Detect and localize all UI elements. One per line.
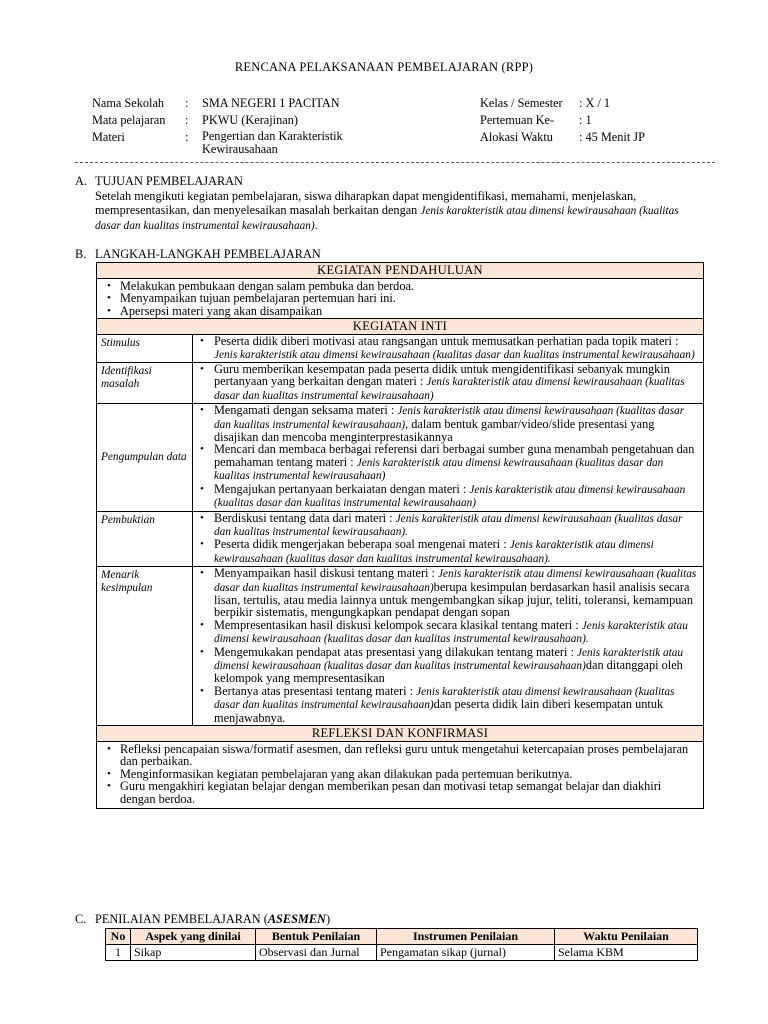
table-row [106,945,698,961]
menarik-cell [193,567,704,726]
list-item: • Peserta didik diberi motivasi atau rangsangan untuk memusatkan perhatian pada topik materi : Jenis karakteristik atau dimensi kewirausahaan (kualitas dasar dan kualitas instrumental kewirausahaan) [197,335,699,361]
pengumpulan-label: Pengumpulan data [97,404,193,511]
column-header: Aspek yang dinilai [131,929,256,945]
inti-title: KEGIATAN INTI [97,319,704,335]
column-header: Instrumen Penilaian [377,929,555,945]
list-item: • Guru mengakhiri kegiatan belajar dengan memberikan pesan dan motivasi tetap semangat belajar dan diakhiri dengan berdoa. [101,780,699,805]
list-item: • Mengemukakan pendapat atas presentasi yang dilakukan tentang materi : Jenis karakteristik atau dimensi kewirausahaan (kualitas dasar dan kualitas instrumental kewirausahaan)dan ditanggapi oleh kelompok yang mempresentasikan [197,646,699,685]
section-a-text: Setelah mengikuti kegiatan pembelajaran, siswa diharapkan dapat mengidentifikasi, memahami, menjelaskan, mempresentasikan, dan menyelesaikan masalah berkaitan dengan Jenis karakteristik atau dimensi kewirausahaan (kualitas dasar dan kualitas instrumental kewirausahaan). [95,189,679,232]
colon: : [185,130,189,144]
column-header: Bentuk Penilaian [256,929,377,945]
kelas-value: : X / 1 [579,96,611,110]
table-row [97,335,704,363]
section-c-heading: C. PENILAIAN PEMBELAJARAN (ASESMEN) [75,912,331,926]
list-item: • Mengajukan pertanyaan berkaiatan dengan materi : Jenis karakteristik atau dimensi kewirausahaan (kualitas dasar dan kualitas instrumental kewirausahaan) [197,483,699,510]
refleksi-cell [97,742,704,809]
nama-sekolah-label: Nama Sekolah [92,96,165,110]
table-row [97,363,704,404]
pertemuan-value: : 1 [579,113,592,127]
kelas-label: Kelas / Semester [480,96,563,110]
pembuktian-label: Pembuktian [97,511,193,567]
table-cell: Selama KBM [555,945,698,961]
list-item: • Berdiskusi tentang data dari materi : Jenis karakteristik atau dimensi kewirausahaan (kualitas dasar dan kualitas instrumental kewirausahaan). [197,512,699,539]
colon: : [185,113,189,127]
colon: : [185,96,189,110]
table-header-row [106,929,698,945]
column-header: Waktu Penilaian [555,929,698,945]
table-row [97,511,704,567]
alokasi-label: Alokasi Waktu [480,130,553,144]
list-item: • Mempresentasikan hasil diskusi kelompok secara klasikal tentang materi : Jenis karakteristik atau dimensi kewirausahaan (kualitas dasar dan kualitas instrumental kewirausahaan). [197,619,699,646]
identifikasi-cell [193,363,704,404]
list-item: • Menyampaikan tujuan pembelajaran pertemuan hari ini. [101,292,699,304]
table-cell: Sikap [131,945,256,961]
pembuktian-cell [193,511,704,567]
column-header: No [106,929,131,945]
list-item: • Mengamati dengan seksama materi : Jenis karakteristik atau dimensi kewirausahaan (kualitas dasar dan kualitas instrumental kewirausahaan), dalam bentuk gambar/video/slide presentasi yang disajikan dan mencoba menginterprestasikannya [197,404,699,443]
materi-value: Pengertian dan Karakteristik Kewirausahaan [202,129,343,156]
section-b-heading: B. LANGKAH-LANGKAH PEMBELAJARAN [75,247,321,261]
list-item: • Mencari dan membaca berbagai referensi dari berbagai sumber guna menambah pengetahuan dan pemahaman tentang materi : Jenis karakteristik atau dimensi kewirausahaan (kualitas dasar dan kualitas instrumental kewirausahaan) [197,443,699,482]
list-item: • Menyampaikan hasil diskusi tentang materi : Jenis karakteristik atau dimensi kewirausahaan (kualitas dasar dan kualitas instrumental kewirausahaan)berupa kesimpulan berdasarkan hasil analisis secara lisan, tertulis, atau media lainnya untuk mengembangkan sikap jujur, teliti, toleransi, kemampuan berpikir sistematis, mengungkapkan pendapat dengan sopan [197,567,699,619]
pendahuluan-title: KEGIATAN PENDAHULUAN [97,263,704,279]
learning-steps-table [96,262,704,809]
pendahuluan-cell [97,279,704,319]
materi-label: Materi [92,130,125,144]
menarik-label: Menarik kesimpulan [97,567,193,726]
stimulus-label: Stimulus [97,335,193,363]
list-item: • Guru memberikan kesempatan pada peserta didik untuk mengidentifikasi sebanyak mungkin pertanyaan yang berkaitan dengan materi : Jenis karakteristik atau dimensi kewirausahaan (kualitas dasar dan kualitas instrumental kewirausahaan) [197,363,699,402]
dashed-divider [75,162,715,163]
nama-sekolah-value: SMA NEGERI 1 PACITAN [202,96,340,110]
assessment-table [105,928,698,961]
list-item: • Refleksi pencapaian siswa/formatif asesmen, dan refleksi guru untuk mengetahui ketercapaian proses pembelajaran dan perbaikan. [101,743,699,768]
alokasi-value: : 45 Menit JP [579,130,645,144]
document-header [92,96,692,160]
table-row [97,567,704,726]
section-a-heading: A. TUJUAN PEMBELAJARAN [75,174,243,188]
identifikasi-label: Identifikasi masalah [97,363,193,404]
table-cell: Pengamatan sikap (jurnal) [377,945,555,961]
stimulus-cell [193,335,704,363]
pertemuan-label: Pertemuan Ke- [480,113,555,127]
refleksi-title: REFLEKSI DAN KONFIRMASI [97,726,704,742]
document-title: RENCANA PELAKSANAAN PEMBELAJARAN (RPP) [234,60,534,74]
list-item: • Menginformasikan kegiatan pembelajaran yang akan dilakukan pada pertemuan berikutnya. [101,768,699,780]
list-item: • Melakukan pembukaan dengan salam pembuka dan berdoa. [101,280,699,292]
list-item: • Peserta didik mengerjakan beberapa soal mengenai materi : Jenis karakteristik atau dimensi kewirausahaan (kualitas dasar dan kualitas instrumental kewirausahaan). [197,538,699,565]
table-row [97,404,704,511]
table-cell: Observasi dan Jurnal [256,945,377,961]
mapel-label: Mata pelajaran [92,113,166,127]
list-item: • Apersepsi materi yang akan disampaikan [101,305,699,317]
table-cell: 1 [106,945,131,961]
pengumpulan-cell [193,404,704,511]
list-item: • Bertanya atas presentasi tentang materi : Jenis karakteristik atau dimensi kewirausahaan (kualitas dasar dan kualitas instrumental kewirausahaan)dan peserta didik lain diberi kesempatan untuk menjawabnya. [197,685,699,724]
mapel-value: PKWU (Kerajinan) [202,113,298,127]
